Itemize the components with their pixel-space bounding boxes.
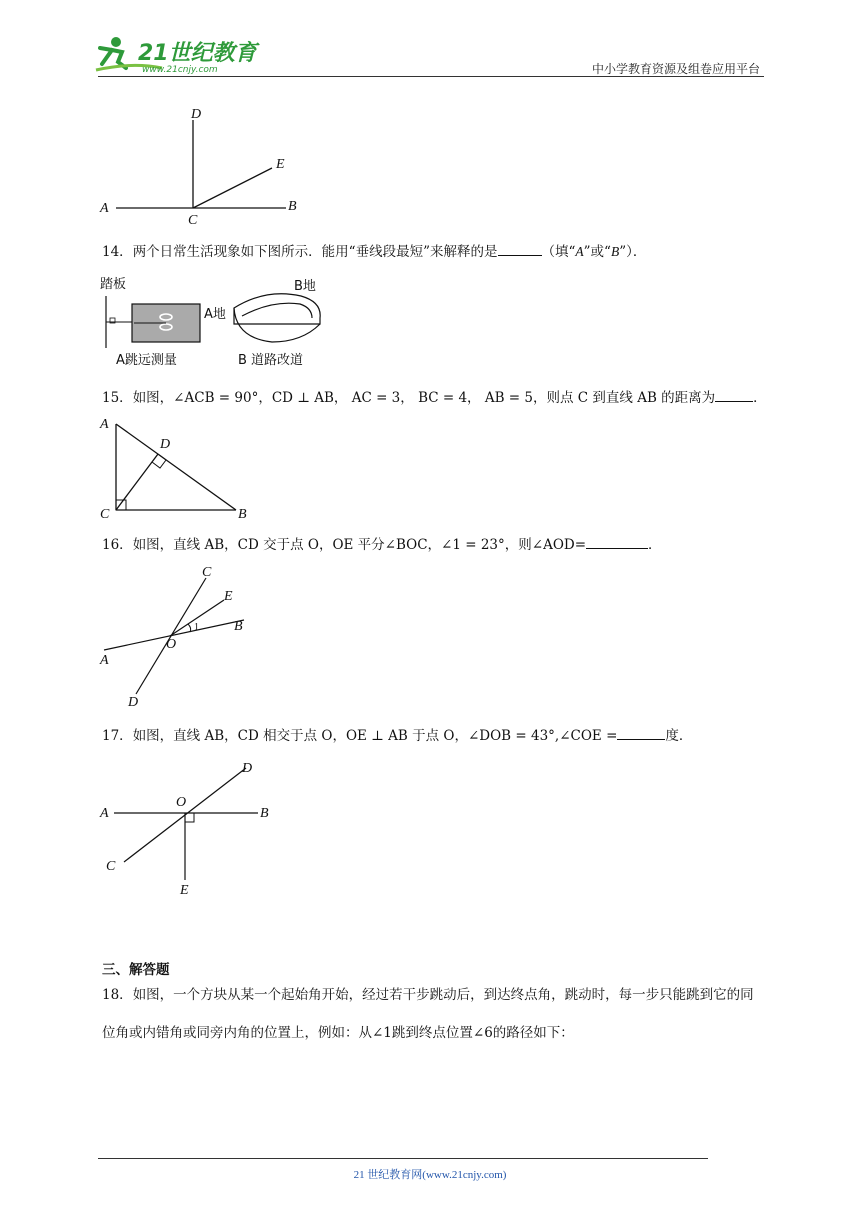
figure-15 (96, 412, 266, 524)
q17-text: 如图，直线 AB，CD 相交于点 O，OE ⊥ AB 于点 O，∠DOB = 43°,∠COE = (132, 728, 618, 744)
site-logo (92, 34, 262, 76)
label-angle-1: 1 (194, 622, 199, 633)
label-E: E (180, 883, 189, 898)
label-B: B (234, 619, 243, 634)
question-16: 16．如图，直线 AB，CD 交于点 O，OE 平分∠BOC，∠1 = 23°，则∠AOD= ． (102, 534, 662, 555)
footer-link[interactable]: 21 世纪教育网(www.21cnjy.com) (353, 1169, 507, 1181)
logo-text: 21世纪教育 (138, 41, 257, 66)
q17-blank[interactable] (617, 725, 665, 740)
question-18: 18．如图，一个方块从某一个起始角开始，经过若干步跳动后，到达终点角，跳动时，每一步只能跳到它的同位角或内错角或同旁内角的位置上，例如：从∠1跳到终点位置∠6的路径如下： (102, 987, 754, 1041)
b-label: B 道路改道 (238, 353, 304, 368)
label-D: D (128, 695, 139, 710)
question-15: 15．如图，∠ACB = 90°，CD ⊥ AB， AC = 3， BC = 4， AB = 5，则点 C 到直线 AB 的距离为 ． (102, 387, 767, 408)
label-E: E (276, 157, 285, 172)
q16-blank[interactable] (586, 534, 648, 549)
figure-14 (96, 272, 336, 372)
label-B: B (238, 507, 247, 522)
header-divider (98, 76, 764, 77)
label-C: C (202, 565, 212, 580)
platform-title: 中小学教育资源及组卷应用平台 (591, 62, 760, 76)
b-place-label: B地 (294, 279, 316, 294)
q15-text: 如图，∠ACB = 90°，CD ⊥ AB， AC = 3， BC = 4， AB = 5，则点 C 到直线 AB 的距离为 (132, 390, 716, 406)
q16-text: 如图，直线 AB，CD 交于点 O，OE 平分∠BOC，∠1 = 23°，则∠AOD= (132, 537, 587, 553)
label-A: A (100, 417, 109, 432)
figure-13 (96, 100, 316, 230)
section-title: 三、解答题 (102, 962, 170, 978)
label-A: A (100, 201, 109, 216)
label-D: D (191, 107, 202, 122)
label-A: A (100, 806, 109, 821)
label-O: O (176, 795, 187, 810)
question-14: 14．两个日常生活现象如下图所示．能用“垂线段最短”来解释的是 （填“A”或“B”）． (102, 241, 646, 262)
q14-blank[interactable] (498, 241, 542, 256)
figure-16 (96, 562, 266, 710)
label-E: E (224, 589, 233, 604)
question-17: 17．如图，直线 AB，CD 相交于点 O，OE ⊥ AB 于点 O，∠DOB = 43°,∠COE = 度． (102, 725, 692, 746)
label-A: A (100, 653, 109, 668)
q14-text: 两个日常生活现象如下图所示．能用“垂线段最短”来解释的是 (132, 244, 498, 260)
figure-17 (96, 756, 286, 900)
pedal-label: 踏板 (100, 277, 127, 292)
a-place-label: A地 (204, 307, 226, 322)
label-C: C (106, 859, 116, 874)
label-B: B (260, 806, 269, 821)
label-C: C (188, 213, 198, 228)
footer-divider (98, 1158, 708, 1159)
q14-number: 14． (102, 244, 133, 260)
label-B: B (288, 199, 297, 214)
a-label: A跳远测量 (116, 353, 177, 368)
label-D: D (242, 761, 253, 776)
q18-text: 如图，一个方块从某一个起始角开始，经过若干步跳动后，到达终点角，跳动时，每一步只能跳到它的同位角或内错角或同旁内角的位置上，例如：从∠1跳到终点位置∠6的路径如下： (102, 987, 754, 1041)
label-D: D (160, 437, 171, 452)
label-C: C (100, 507, 110, 522)
label-O: O (166, 637, 177, 652)
logo-url: www.21cnjy.com (142, 65, 218, 75)
q15-blank[interactable] (715, 387, 753, 402)
